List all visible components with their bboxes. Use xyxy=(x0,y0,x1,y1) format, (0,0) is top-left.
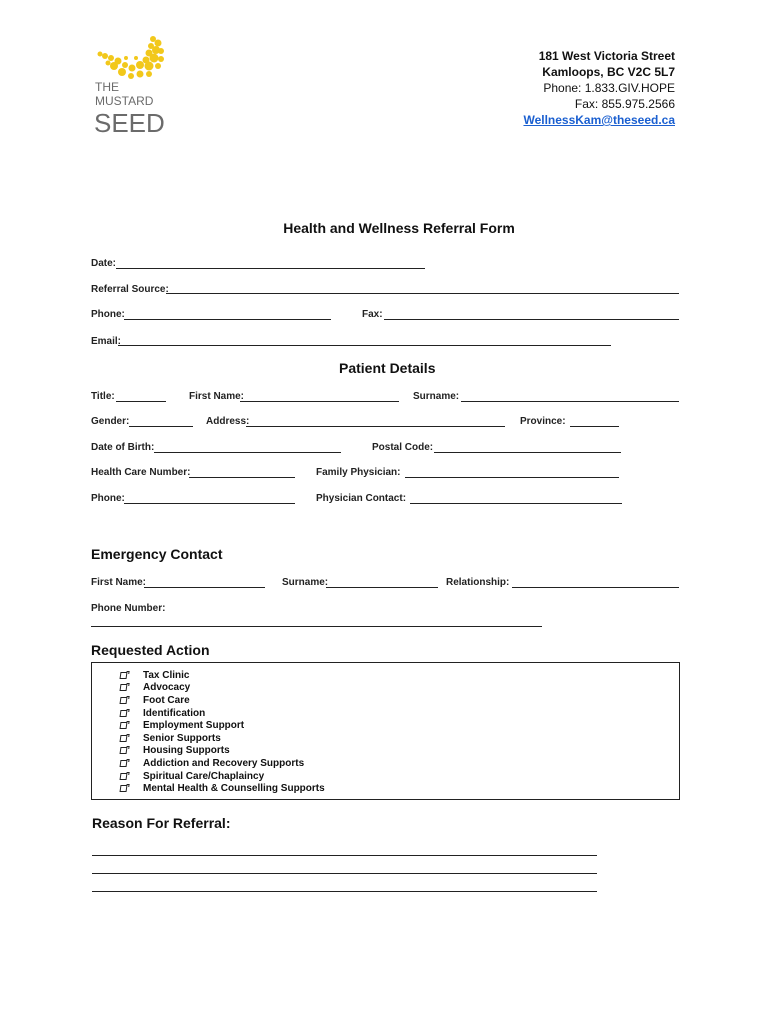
action-label: Tax Clinic xyxy=(143,669,190,681)
emergency-surname-label: Surname: xyxy=(282,577,329,588)
action-item[interactable] xyxy=(120,770,264,783)
reason-for-referral-heading: Reason For Referral: xyxy=(92,815,231,831)
requested-action-box xyxy=(91,662,680,800)
referral-source-field[interactable] xyxy=(166,293,679,294)
logo xyxy=(92,32,172,142)
checkbox-icon[interactable] xyxy=(120,722,128,729)
org-address-block xyxy=(523,48,675,128)
patient-postal-code-label: Postal Code: xyxy=(372,442,434,453)
action-item[interactable] xyxy=(120,757,304,770)
patient-surname-field[interactable] xyxy=(461,401,679,402)
action-item[interactable] xyxy=(120,745,230,758)
patient-gender-field[interactable] xyxy=(129,426,193,427)
action-label: Employment Support xyxy=(143,720,245,732)
health-care-number-field[interactable] xyxy=(189,477,295,478)
checkbox-icon[interactable] xyxy=(120,710,128,717)
reason-line-3[interactable] xyxy=(92,891,597,892)
fax-label: Fax: xyxy=(362,309,383,320)
emergency-relationship-label: Relationship: xyxy=(446,577,510,588)
action-label: Addiction and Recovery Supports xyxy=(143,757,305,769)
patient-details-heading: Patient Details xyxy=(339,360,436,376)
checkbox-icon[interactable] xyxy=(120,697,128,704)
action-label: Housing Supports xyxy=(143,745,230,757)
checkbox-icon[interactable] xyxy=(120,760,128,767)
patient-phone-field[interactable] xyxy=(124,503,295,504)
patient-gender-label: Gender: xyxy=(91,416,130,427)
action-label: Spiritual Care/Chaplaincy xyxy=(143,770,265,782)
action-item[interactable] xyxy=(120,782,325,795)
action-label: Foot Care xyxy=(143,694,190,706)
action-item[interactable] xyxy=(120,707,205,720)
email-field[interactable] xyxy=(118,345,611,346)
phone-field[interactable] xyxy=(124,319,331,320)
action-item[interactable] xyxy=(120,719,244,732)
patient-province-field[interactable] xyxy=(570,426,619,427)
checkbox-icon[interactable] xyxy=(120,672,128,679)
reason-line-1[interactable] xyxy=(92,855,597,856)
patient-dob-field[interactable] xyxy=(154,452,341,453)
action-label: Advocacy xyxy=(143,682,191,694)
org-phone: Phone: 1.833.GIV.HOPE xyxy=(543,81,675,95)
action-item[interactable] xyxy=(120,669,190,682)
action-item[interactable] xyxy=(120,732,221,745)
checkbox-icon[interactable] xyxy=(120,735,128,742)
checkbox-icon[interactable] xyxy=(120,684,128,691)
checkbox-icon[interactable] xyxy=(120,785,128,792)
date-label: Date: xyxy=(91,258,117,269)
action-label: Identification xyxy=(143,707,206,719)
patient-address-field[interactable] xyxy=(246,426,505,427)
address-city: Kamloops, BC V2C 5L7 xyxy=(542,65,675,79)
physician-contact-field[interactable] xyxy=(410,503,622,504)
action-label: Senior Supports xyxy=(143,732,221,744)
patient-first-name-label: First Name: xyxy=(189,391,245,402)
action-label: Mental Health & Counselling Supports xyxy=(143,783,325,795)
emergency-first-name-label: First Name: xyxy=(91,577,147,588)
action-item[interactable] xyxy=(120,694,190,707)
form-title: Health and Wellness Referral Form xyxy=(283,220,515,236)
patient-title-label: Title: xyxy=(91,391,115,402)
fax-field[interactable] xyxy=(384,319,679,320)
health-care-number-label: Health Care Number: xyxy=(91,467,191,478)
emergency-relationship-field[interactable] xyxy=(512,587,679,588)
logo-line-3: SEED xyxy=(94,108,165,138)
patient-phone-label: Phone: xyxy=(91,493,125,504)
emergency-surname-field[interactable] xyxy=(326,587,438,588)
requested-action-heading: Requested Action xyxy=(91,642,210,658)
physician-contact-label: Physician Contact: xyxy=(316,493,407,504)
action-item[interactable] xyxy=(120,682,190,695)
patient-dob-label: Date of Birth: xyxy=(91,442,155,453)
patient-surname-label: Surname: xyxy=(413,391,460,402)
emergency-contact-heading: Emergency Contact xyxy=(91,546,223,562)
org-email-link[interactable]: WellnessKam@theseed.ca xyxy=(523,113,675,127)
patient-first-name-field[interactable] xyxy=(240,401,399,402)
emergency-phone-number-field[interactable] xyxy=(91,626,542,627)
patient-address-label: Address: xyxy=(206,416,250,427)
mustard-seed-logo-icon xyxy=(92,32,172,82)
patient-postal-code-field[interactable] xyxy=(434,452,621,453)
reason-line-2[interactable] xyxy=(92,873,597,874)
checkbox-icon[interactable] xyxy=(120,773,128,780)
logo-line-1: THE xyxy=(95,80,119,94)
checkbox-icon[interactable] xyxy=(120,747,128,754)
address-street: 181 West Victoria Street xyxy=(538,49,675,63)
logo-line-2: MUSTARD xyxy=(95,94,154,108)
date-field[interactable] xyxy=(116,268,425,269)
referral-source-label: Referral Source: xyxy=(91,284,169,295)
org-fax: Fax: 855.975.2566 xyxy=(574,97,675,111)
emergency-first-name-field[interactable] xyxy=(144,587,265,588)
phone-label: Phone: xyxy=(91,309,125,320)
family-physician-label: Family Physician: xyxy=(316,467,401,478)
email-label: Email: xyxy=(91,336,122,347)
patient-province-label: Province: xyxy=(520,416,566,427)
patient-title-field[interactable] xyxy=(116,401,166,402)
family-physician-field[interactable] xyxy=(405,477,619,478)
emergency-phone-number-label: Phone Number: xyxy=(91,603,166,614)
